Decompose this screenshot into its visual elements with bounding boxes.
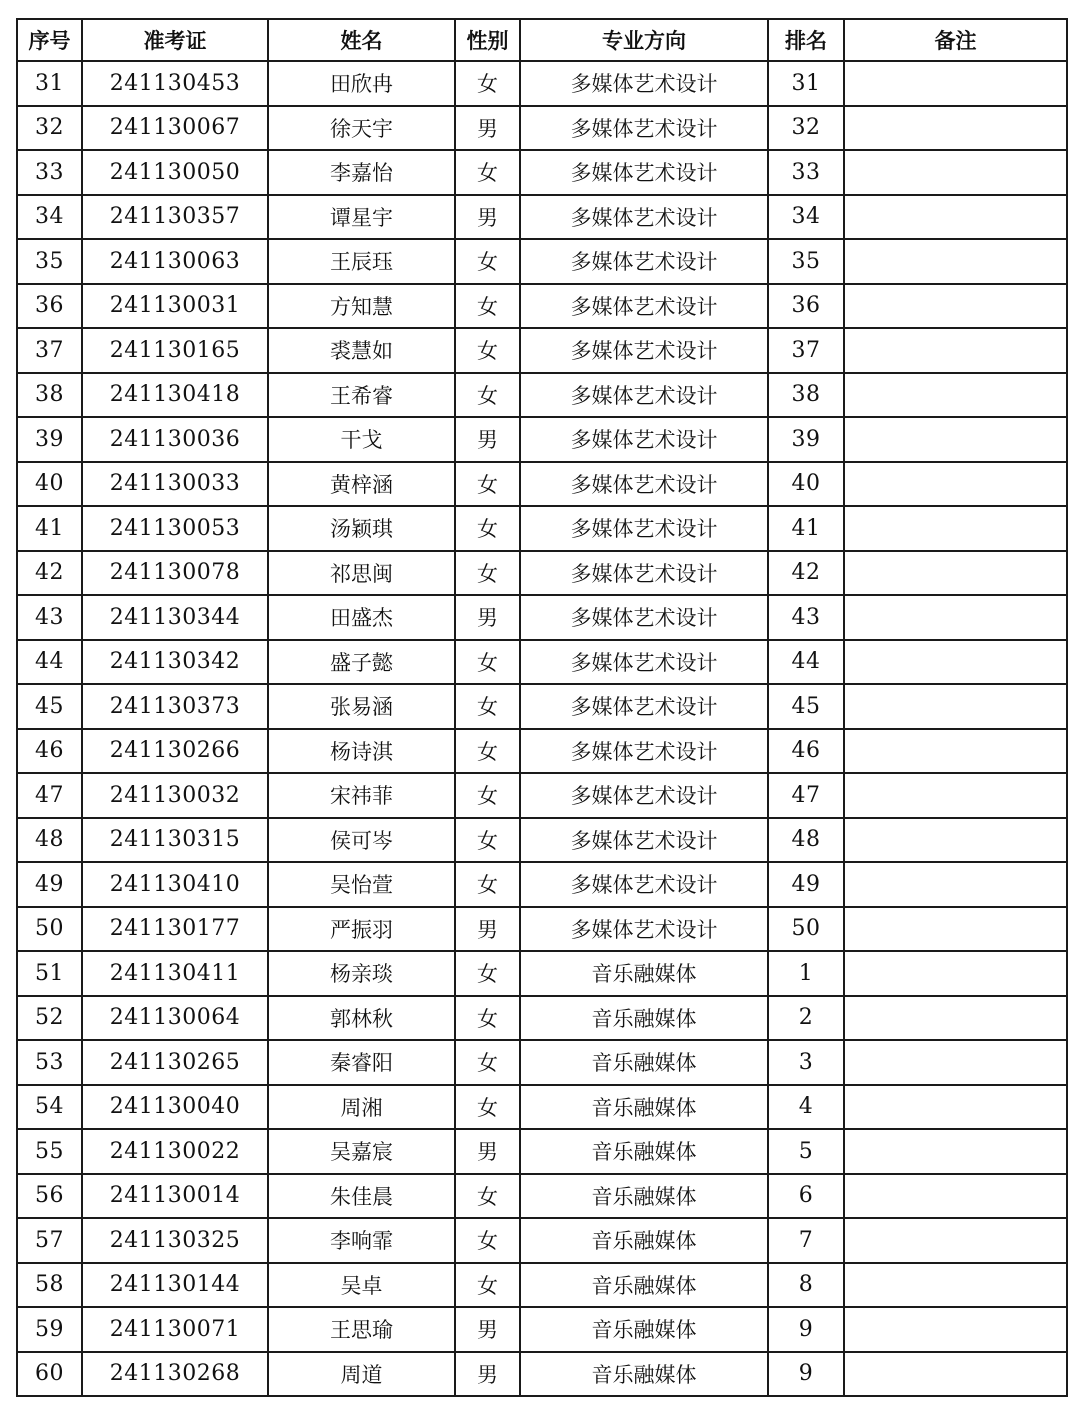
name-cell: 盛子懿	[268, 640, 455, 685]
major-direction-cell: 多媒体艺术设计	[520, 684, 768, 729]
table-row	[17, 1263, 1067, 1308]
admission-ticket-cell: 241130266	[82, 729, 268, 774]
table-row	[17, 773, 1067, 818]
name-cell: 汤颖琪	[268, 506, 455, 551]
rank-cell: 9	[768, 1307, 844, 1352]
remarks-cell	[844, 328, 1067, 373]
name-cell: 李响霏	[268, 1218, 455, 1263]
rank-cell: 45	[768, 684, 844, 729]
admission-ticket-cell: 241130078	[82, 551, 268, 596]
major-direction-cell: 多媒体艺术设计	[520, 328, 768, 373]
name-cell: 李嘉怡	[268, 150, 455, 195]
name-cell: 严振羽	[268, 907, 455, 952]
rank-cell: 33	[768, 150, 844, 195]
serial-number-cell: 54	[17, 1085, 82, 1130]
rank-cell: 36	[768, 284, 844, 329]
gender-cell: 女	[455, 684, 520, 729]
rank-cell: 40	[768, 462, 844, 507]
admission-ticket-cell: 241130342	[82, 640, 268, 685]
remarks-cell	[844, 907, 1067, 952]
gender-cell: 男	[455, 1129, 520, 1174]
gender-cell: 女	[455, 818, 520, 863]
admission-ticket-cell: 241130177	[82, 907, 268, 952]
gender-cell: 女	[455, 1085, 520, 1130]
serial-number-cell: 38	[17, 373, 82, 418]
remarks-cell	[844, 417, 1067, 462]
rank-cell: 8	[768, 1263, 844, 1308]
major-direction-cell: 多媒体艺术设计	[520, 640, 768, 685]
admission-ticket-cell: 241130315	[82, 818, 268, 863]
rank-cell: 34	[768, 195, 844, 240]
admission-ticket-cell: 241130265	[82, 1040, 268, 1085]
table-row	[17, 684, 1067, 729]
admission-ticket-cell: 241130071	[82, 1307, 268, 1352]
name-cell: 祁思闽	[268, 551, 455, 596]
table-row	[17, 284, 1067, 329]
serial-number-cell: 41	[17, 506, 82, 551]
name-cell: 宋祎菲	[268, 773, 455, 818]
name-cell: 干戈	[268, 417, 455, 462]
table-body	[17, 61, 1067, 1396]
remarks-cell	[844, 106, 1067, 151]
name-cell: 张易涵	[268, 684, 455, 729]
table-row	[17, 506, 1067, 551]
gender-cell: 男	[455, 195, 520, 240]
gender-cell: 女	[455, 1040, 520, 1085]
name-cell: 王希睿	[268, 373, 455, 418]
admission-ticket-cell: 241130373	[82, 684, 268, 729]
major-direction-cell: 多媒体艺术设计	[520, 417, 768, 462]
serial-number-cell: 32	[17, 106, 82, 151]
table-row	[17, 1085, 1067, 1130]
major-direction-cell: 多媒体艺术设计	[520, 195, 768, 240]
remarks-cell	[844, 729, 1067, 774]
serial-number-cell: 36	[17, 284, 82, 329]
remarks-cell	[844, 684, 1067, 729]
name-cell: 田盛杰	[268, 595, 455, 640]
major-direction-cell: 音乐融媒体	[520, 951, 768, 996]
table-row	[17, 106, 1067, 151]
table-row	[17, 462, 1067, 507]
serial-number-cell: 52	[17, 996, 82, 1041]
admission-ticket-cell: 241130014	[82, 1174, 268, 1219]
remarks-cell	[844, 818, 1067, 863]
serial-number-cell: 31	[17, 61, 82, 106]
remarks-cell	[844, 1040, 1067, 1085]
major-direction-cell: 多媒体艺术设计	[520, 373, 768, 418]
gender-cell: 女	[455, 951, 520, 996]
name-cell: 王思瑜	[268, 1307, 455, 1352]
serial-number-cell: 56	[17, 1174, 82, 1219]
rank-cell: 31	[768, 61, 844, 106]
name-cell: 周道	[268, 1352, 455, 1397]
gender-cell: 女	[455, 284, 520, 329]
gender-cell: 女	[455, 506, 520, 551]
name-cell: 吴卓	[268, 1263, 455, 1308]
table-row	[17, 1307, 1067, 1352]
rank-cell: 4	[768, 1085, 844, 1130]
serial-number-cell: 53	[17, 1040, 82, 1085]
gender-cell: 女	[455, 462, 520, 507]
name-cell: 黄梓涵	[268, 462, 455, 507]
serial-number-cell: 58	[17, 1263, 82, 1308]
remarks-cell	[844, 1263, 1067, 1308]
name-cell: 徐天宇	[268, 106, 455, 151]
serial-number-cell: 37	[17, 328, 82, 373]
serial-number-cell: 33	[17, 150, 82, 195]
rank-cell: 32	[768, 106, 844, 151]
name-cell: 田欣冉	[268, 61, 455, 106]
gender-cell: 女	[455, 1174, 520, 1219]
major-direction-cell: 多媒体艺术设计	[520, 462, 768, 507]
admission-ticket-cell: 241130036	[82, 417, 268, 462]
remarks-cell	[844, 1218, 1067, 1263]
header-gender: 性别	[455, 19, 520, 61]
rank-cell: 48	[768, 818, 844, 863]
remarks-cell	[844, 284, 1067, 329]
rank-cell: 46	[768, 729, 844, 774]
gender-cell: 女	[455, 996, 520, 1041]
serial-number-cell: 40	[17, 462, 82, 507]
major-direction-cell: 多媒体艺术设计	[520, 506, 768, 551]
rank-cell: 1	[768, 951, 844, 996]
admission-ticket-cell: 241130411	[82, 951, 268, 996]
remarks-cell	[844, 640, 1067, 685]
major-direction-cell: 多媒体艺术设计	[520, 551, 768, 596]
table-row	[17, 1129, 1067, 1174]
serial-number-cell: 57	[17, 1218, 82, 1263]
major-direction-cell: 多媒体艺术设计	[520, 61, 768, 106]
table-row	[17, 328, 1067, 373]
major-direction-cell: 音乐融媒体	[520, 1174, 768, 1219]
table-row	[17, 1218, 1067, 1263]
gender-cell: 女	[455, 551, 520, 596]
table-row	[17, 239, 1067, 284]
serial-number-cell: 47	[17, 773, 82, 818]
gender-cell: 女	[455, 328, 520, 373]
rank-cell: 3	[768, 1040, 844, 1085]
remarks-cell	[844, 1085, 1067, 1130]
admission-ticket-cell: 241130040	[82, 1085, 268, 1130]
remarks-cell	[844, 551, 1067, 596]
remarks-cell	[844, 773, 1067, 818]
remarks-cell	[844, 996, 1067, 1041]
rank-cell: 43	[768, 595, 844, 640]
rank-cell: 38	[768, 373, 844, 418]
major-direction-cell: 音乐融媒体	[520, 996, 768, 1041]
name-cell: 吴嘉宸	[268, 1129, 455, 1174]
rank-cell: 44	[768, 640, 844, 685]
header-remarks: 备注	[844, 19, 1067, 61]
admission-ticket-cell: 241130165	[82, 328, 268, 373]
table-row	[17, 1174, 1067, 1219]
gender-cell: 女	[455, 373, 520, 418]
major-direction-cell: 多媒体艺术设计	[520, 818, 768, 863]
remarks-cell	[844, 195, 1067, 240]
header-row	[17, 19, 1067, 61]
table-row	[17, 150, 1067, 195]
rank-cell: 50	[768, 907, 844, 952]
serial-number-cell: 55	[17, 1129, 82, 1174]
major-direction-cell: 多媒体艺术设计	[520, 239, 768, 284]
serial-number-cell: 51	[17, 951, 82, 996]
rank-cell: 35	[768, 239, 844, 284]
table-row	[17, 417, 1067, 462]
serial-number-cell: 49	[17, 862, 82, 907]
table-row	[17, 862, 1067, 907]
major-direction-cell: 多媒体艺术设计	[520, 907, 768, 952]
remarks-cell	[844, 951, 1067, 996]
major-direction-cell: 多媒体艺术设计	[520, 106, 768, 151]
name-cell: 方知慧	[268, 284, 455, 329]
rank-cell: 5	[768, 1129, 844, 1174]
table-row	[17, 951, 1067, 996]
admission-ticket-cell: 241130031	[82, 284, 268, 329]
gender-cell: 男	[455, 106, 520, 151]
major-direction-cell: 多媒体艺术设计	[520, 773, 768, 818]
major-direction-cell: 多媒体艺术设计	[520, 284, 768, 329]
rank-cell: 42	[768, 551, 844, 596]
remarks-cell	[844, 595, 1067, 640]
header-serial-number: 序号	[17, 19, 82, 61]
header-major-direction: 专业方向	[520, 19, 768, 61]
gender-cell: 女	[455, 640, 520, 685]
major-direction-cell: 音乐融媒体	[520, 1129, 768, 1174]
roster-sheet	[16, 18, 1068, 1397]
serial-number-cell: 60	[17, 1352, 82, 1397]
name-cell: 侯可岑	[268, 818, 455, 863]
rank-cell: 9	[768, 1352, 844, 1397]
admission-ticket-cell: 241130033	[82, 462, 268, 507]
remarks-cell	[844, 462, 1067, 507]
admission-ticket-cell: 241130410	[82, 862, 268, 907]
serial-number-cell: 50	[17, 907, 82, 952]
serial-number-cell: 42	[17, 551, 82, 596]
rank-cell: 49	[768, 862, 844, 907]
remarks-cell	[844, 150, 1067, 195]
major-direction-cell: 音乐融媒体	[520, 1352, 768, 1397]
serial-number-cell: 48	[17, 818, 82, 863]
admission-ticket-cell: 241130032	[82, 773, 268, 818]
gender-cell: 男	[455, 417, 520, 462]
admission-ticket-cell: 241130063	[82, 239, 268, 284]
table-row	[17, 818, 1067, 863]
gender-cell: 女	[455, 1263, 520, 1308]
serial-number-cell: 44	[17, 640, 82, 685]
gender-cell: 女	[455, 61, 520, 106]
major-direction-cell: 多媒体艺术设计	[520, 862, 768, 907]
table-row	[17, 551, 1067, 596]
header-name: 姓名	[268, 19, 455, 61]
name-cell: 杨亲琰	[268, 951, 455, 996]
major-direction-cell: 多媒体艺术设计	[520, 150, 768, 195]
header-admission-ticket: 准考证	[82, 19, 268, 61]
table-row	[17, 996, 1067, 1041]
name-cell: 郭林秋	[268, 996, 455, 1041]
name-cell: 王辰珏	[268, 239, 455, 284]
admission-ticket-cell: 241130325	[82, 1218, 268, 1263]
ranking-table	[16, 18, 1068, 1397]
remarks-cell	[844, 862, 1067, 907]
gender-cell: 男	[455, 907, 520, 952]
admission-ticket-cell: 241130053	[82, 506, 268, 551]
table-row	[17, 729, 1067, 774]
gender-cell: 女	[455, 773, 520, 818]
remarks-cell	[844, 1352, 1067, 1397]
serial-number-cell: 59	[17, 1307, 82, 1352]
admission-ticket-cell: 241130418	[82, 373, 268, 418]
admission-ticket-cell: 241130064	[82, 996, 268, 1041]
gender-cell: 女	[455, 862, 520, 907]
admission-ticket-cell: 241130022	[82, 1129, 268, 1174]
gender-cell: 女	[455, 729, 520, 774]
rank-cell: 2	[768, 996, 844, 1041]
gender-cell: 女	[455, 1218, 520, 1263]
remarks-cell	[844, 1307, 1067, 1352]
major-direction-cell: 音乐融媒体	[520, 1263, 768, 1308]
remarks-cell	[844, 506, 1067, 551]
serial-number-cell: 34	[17, 195, 82, 240]
major-direction-cell: 多媒体艺术设计	[520, 595, 768, 640]
admission-ticket-cell: 241130268	[82, 1352, 268, 1397]
remarks-cell	[844, 239, 1067, 284]
admission-ticket-cell: 241130144	[82, 1263, 268, 1308]
gender-cell: 女	[455, 239, 520, 284]
major-direction-cell: 多媒体艺术设计	[520, 729, 768, 774]
name-cell: 朱佳晨	[268, 1174, 455, 1219]
serial-number-cell: 45	[17, 684, 82, 729]
table-row	[17, 373, 1067, 418]
remarks-cell	[844, 61, 1067, 106]
rank-cell: 37	[768, 328, 844, 373]
header-rank: 排名	[768, 19, 844, 61]
remarks-cell	[844, 1174, 1067, 1219]
table-row	[17, 1040, 1067, 1085]
serial-number-cell: 46	[17, 729, 82, 774]
major-direction-cell: 音乐融媒体	[520, 1040, 768, 1085]
major-direction-cell: 音乐融媒体	[520, 1218, 768, 1263]
rank-cell: 47	[768, 773, 844, 818]
major-direction-cell: 音乐融媒体	[520, 1085, 768, 1130]
admission-ticket-cell: 241130067	[82, 106, 268, 151]
name-cell: 裘慧如	[268, 328, 455, 373]
rank-cell: 41	[768, 506, 844, 551]
name-cell: 谭星宇	[268, 195, 455, 240]
gender-cell: 男	[455, 1352, 520, 1397]
name-cell: 吴怡萱	[268, 862, 455, 907]
table-row	[17, 61, 1067, 106]
name-cell: 杨诗淇	[268, 729, 455, 774]
name-cell: 秦睿阳	[268, 1040, 455, 1085]
remarks-cell	[844, 373, 1067, 418]
admission-ticket-cell: 241130357	[82, 195, 268, 240]
rank-cell: 7	[768, 1218, 844, 1263]
table-row	[17, 907, 1067, 952]
admission-ticket-cell: 241130453	[82, 61, 268, 106]
admission-ticket-cell: 241130344	[82, 595, 268, 640]
serial-number-cell: 39	[17, 417, 82, 462]
table-row	[17, 640, 1067, 685]
gender-cell: 女	[455, 150, 520, 195]
name-cell: 周湘	[268, 1085, 455, 1130]
major-direction-cell: 音乐融媒体	[520, 1307, 768, 1352]
serial-number-cell: 35	[17, 239, 82, 284]
remarks-cell	[844, 1129, 1067, 1174]
table-row	[17, 195, 1067, 240]
table-row	[17, 595, 1067, 640]
admission-ticket-cell: 241130050	[82, 150, 268, 195]
rank-cell: 39	[768, 417, 844, 462]
rank-cell: 6	[768, 1174, 844, 1219]
gender-cell: 男	[455, 1307, 520, 1352]
table-row	[17, 1352, 1067, 1397]
serial-number-cell: 43	[17, 595, 82, 640]
gender-cell: 男	[455, 595, 520, 640]
